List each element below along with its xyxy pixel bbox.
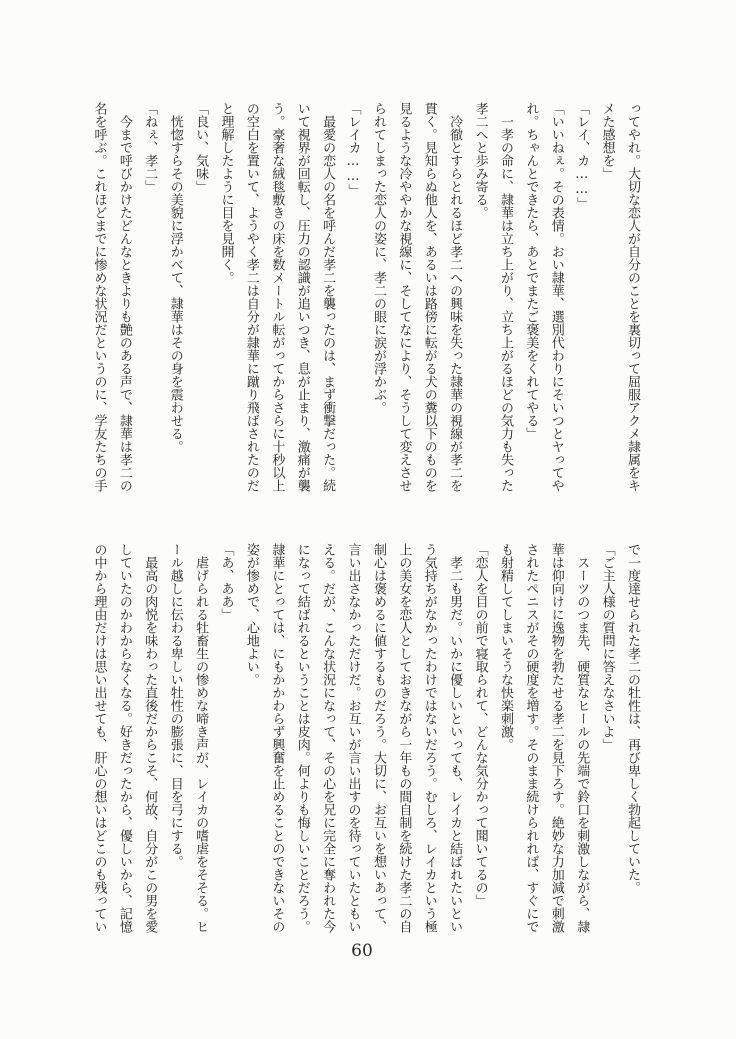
text-block-bottom bbox=[83, 543, 645, 935]
paragraph: 冷徹とすらとれるほど孝二への興味を失った隷華の視線が孝二を貫く。見知らぬ他人を、あるいは路傍に転がる犬の糞以下のものを見るような冷ややかな視線に、そしてなにより、そうして変えさせられてしまった恋人の姿に、孝二の眼に涙が浮かぶ。 bbox=[370, 102, 463, 492]
paragraph: 今まで呼びかけたどんなときよりも艶のある声で、隷華は孝二の名を呼ぶ。これほどまでに惨めな状況だというのに、学友たちの手 bbox=[91, 102, 132, 492]
paragraph: スーツのつま先、硬質なヒールの先端で鈴口を刺激しながら、隷華は仰向けに逸物を勃たせる孝二を見下ろす。絶妙な力加減で刺激されたペニスがその硬度を増す。そのまま続けられれば、すぐにでも射精してしまいそうな快楽刺激。 bbox=[497, 543, 590, 933]
paragraph: 「ねぇ、孝二」 bbox=[142, 102, 158, 193]
paragraph: 「レイカ……」 bbox=[345, 102, 361, 197]
paragraph: 「レイ、カ……」 bbox=[574, 102, 590, 210]
paragraph: 「いいねぇ。その表情。おい隷華、選別代わりにそいつとヤってやれ。ちゃんとできたら、あとでまたご褒美をくれてやる」 bbox=[523, 102, 564, 492]
paragraph: 「あ、ああ」 bbox=[218, 543, 234, 621]
paragraph: 最高の肉悦を味わった直後だからこそ、何故、自分がこの男を愛していたのかわからなくなる。好きだったから、優しいから、記憶の中から理由だけは思い出せても、肝心の想いはどこのも残ってい bbox=[91, 543, 158, 933]
paragraph: 虐げられる牡畜生の惨めな啼き声が、レイカの嗜虐をそそる。ヒール越しに伝わる卑しい牡性の膨張に、目を弓にする。 bbox=[167, 543, 209, 933]
paragraph: 「恋人を目の前で寝取られて、どんな気分かって聞いてるの」 bbox=[472, 543, 488, 907]
paragraph: で一度達せられた孝二の牡性は、再び卑しく勃起していた。 bbox=[625, 543, 640, 894]
paragraph: 「ご主人様の質問に答えなさいよ」 bbox=[599, 543, 615, 751]
paragraph: 「良い、気味」 bbox=[193, 102, 209, 193]
paragraph: 恍惚すらその美貌に浮かべて、隷華はその身を震わせる。 bbox=[167, 115, 183, 453]
page-number: 60 bbox=[351, 941, 373, 961]
paragraph: 孝二も男だ。いかに優しいといっても、レイカと結ばれたいという気持ちがなかったわけではないだろう。むしろ、レイカという極上の美女を恋人としておきながら一年もの間自制を続けた孝二の自制心は褒めるに値するものだろう。大切に、お互いを想いあって、言い出さなかっただけだ。お互いが言い出すのを待っていたともいえる。だが、こんな状況になって、その心を兄に完全に奪われた今になって結ばれるということは皮肉。何よりも悔しいことだろう。隷華にとっては、にもかかわらず興奮を止めることのできないその姿が惨めで、心地よい。 bbox=[243, 543, 463, 933]
paragraph: ってやれ。大切な恋人が自分のことを裏切って屈服アクメ隷属をキメた感想を」 bbox=[599, 102, 640, 492]
text-block-top bbox=[83, 102, 645, 494]
paragraph: 最愛の恋人の名を呼んだ孝二を襲ったのは、まず衝撃だった。続いて視界が回転し、圧力の認識が追いつき、息が止まり、激痛が襲う。豪奢な絨毯敷きの床を数メートル転がってからさらに十秒以上の空白を置いて、ようやく孝二は自分が隷華に蹴り飛ばされたのだと理解したように目を見開く。 bbox=[218, 102, 336, 492]
paragraph: 一孝の命に、隷華は立ち上がり、立ち上がるほどの気力も失った孝二へと歩み寄る。 bbox=[472, 102, 513, 492]
